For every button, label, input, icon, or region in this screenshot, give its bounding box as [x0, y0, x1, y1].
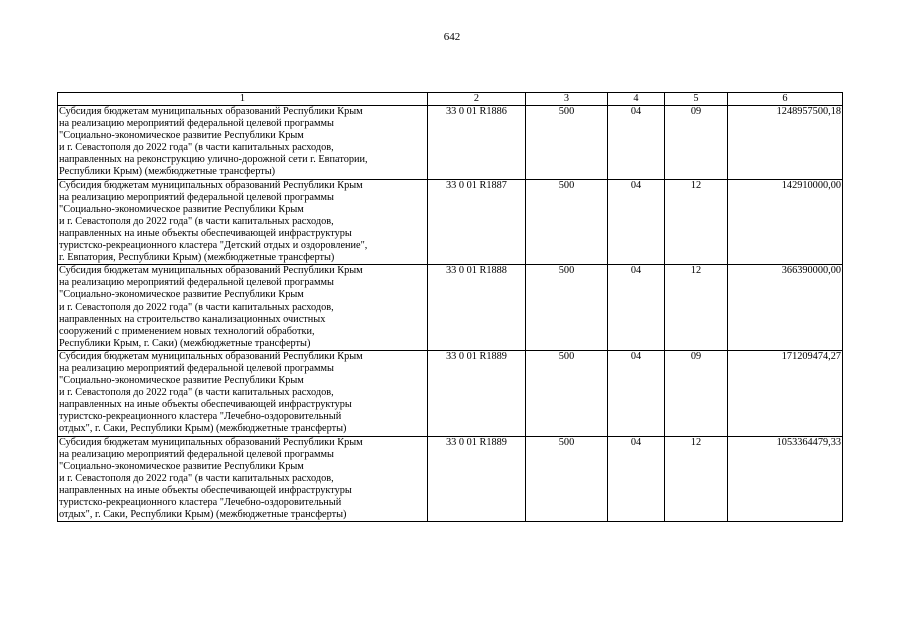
row-section: 04 — [608, 350, 665, 436]
row-target-code: 33 0 01 R1887 — [428, 179, 526, 265]
header-col-3: 3 — [526, 93, 608, 106]
table-row — [58, 436, 843, 522]
header-col-6: 6 — [728, 93, 843, 106]
row-subsection: 12 — [665, 265, 728, 351]
header-col-2: 2 — [428, 93, 526, 106]
table-row — [58, 265, 843, 351]
row-description: Субсидия бюджетам муниципальных образований Республики Крым на реализацию мероприятий федеральной целевой программы "Социально-экономическое развитие Республики Крым и г. Севастополя до 2022 года" (в части капитальных расходов, направленных на реконструкцию улично-дорожной сети г. Евпатории, Республики Крым) (межбюджетные трансферты) — [58, 106, 428, 180]
header-col-5: 5 — [665, 93, 728, 106]
row-section: 04 — [608, 106, 665, 180]
row-amount: 1248957500,18 — [728, 106, 843, 180]
row-section: 04 — [608, 179, 665, 265]
header-row — [58, 93, 843, 106]
row-target-code: 33 0 01 R1888 — [428, 265, 526, 351]
budget-table — [57, 92, 843, 522]
row-subsection: 09 — [665, 106, 728, 180]
row-expense-type: 500 — [526, 106, 608, 180]
row-amount: 142910000,00 — [728, 179, 843, 265]
table-row — [58, 106, 843, 180]
row-amount: 1053364479,33 — [728, 436, 843, 522]
row-section: 04 — [608, 265, 665, 351]
row-expense-type: 500 — [526, 436, 608, 522]
header-col-4: 4 — [608, 93, 665, 106]
row-target-code: 33 0 01 R1889 — [428, 436, 526, 522]
row-subsection: 09 — [665, 350, 728, 436]
row-description: Субсидия бюджетам муниципальных образований Республики Крым на реализацию мероприятий федеральной целевой программы "Социально-экономическое развитие Республики Крым и г. Севастополя до 2022 года" (в части капитальных расходов, направленных на иные объекты обеспечивающей инфраструктуры туристско-рекреационного кластера "Детский отдых и оздоровление", г. Евпатория, Республики Крым) (межбюджетные трансферты) — [58, 179, 428, 265]
row-expense-type: 500 — [526, 179, 608, 265]
row-section: 04 — [608, 436, 665, 522]
row-target-code: 33 0 01 R1889 — [428, 350, 526, 436]
header-col-1: 1 — [58, 93, 428, 106]
table-row — [58, 179, 843, 265]
row-description: Субсидия бюджетам муниципальных образований Республики Крым на реализацию мероприятий федеральной целевой программы "Социально-экономическое развитие Республики Крым и г. Севастополя до 2022 года" (в части капитальных расходов, направленных на иные объекты обеспечивающей инфраструктуры туристско-рекреационного кластера "Лечебно-оздоровительный отдых", г. Саки, Республики Крым) (межбюджетные трансферты) — [58, 436, 428, 522]
row-description: Субсидия бюджетам муниципальных образований Республики Крым на реализацию мероприятий федеральной целевой программы "Социально-экономическое развитие Республики Крым и г. Севастополя до 2022 года" (в части капитальных расходов, направленных на иные объекты обеспечивающей инфраструктуры туристско-рекреационного кластера "Лечебно-оздоровительный отдых", г. Саки, Республики Крым) (межбюджетные трансферты) — [58, 350, 428, 436]
row-amount: 366390000,00 — [728, 265, 843, 351]
row-subsection: 12 — [665, 436, 728, 522]
row-target-code: 33 0 01 R1886 — [428, 106, 526, 180]
row-expense-type: 500 — [526, 350, 608, 436]
row-subsection: 12 — [665, 179, 728, 265]
row-description: Субсидия бюджетам муниципальных образований Республики Крым на реализацию мероприятий федеральной целевой программы "Социально-экономическое развитие Республики Крым и г. Севастополя до 2022 года" (в части капитальных расходов, направленных на строительство канализационных очистных сооружений с применением новых технологий обработки, Республики Крым, г. Саки) (межбюджетные трансферты) — [58, 265, 428, 351]
page-number: 642 — [443, 31, 461, 43]
row-amount: 171209474,27 — [728, 350, 843, 436]
table-row — [58, 350, 843, 436]
row-expense-type: 500 — [526, 265, 608, 351]
